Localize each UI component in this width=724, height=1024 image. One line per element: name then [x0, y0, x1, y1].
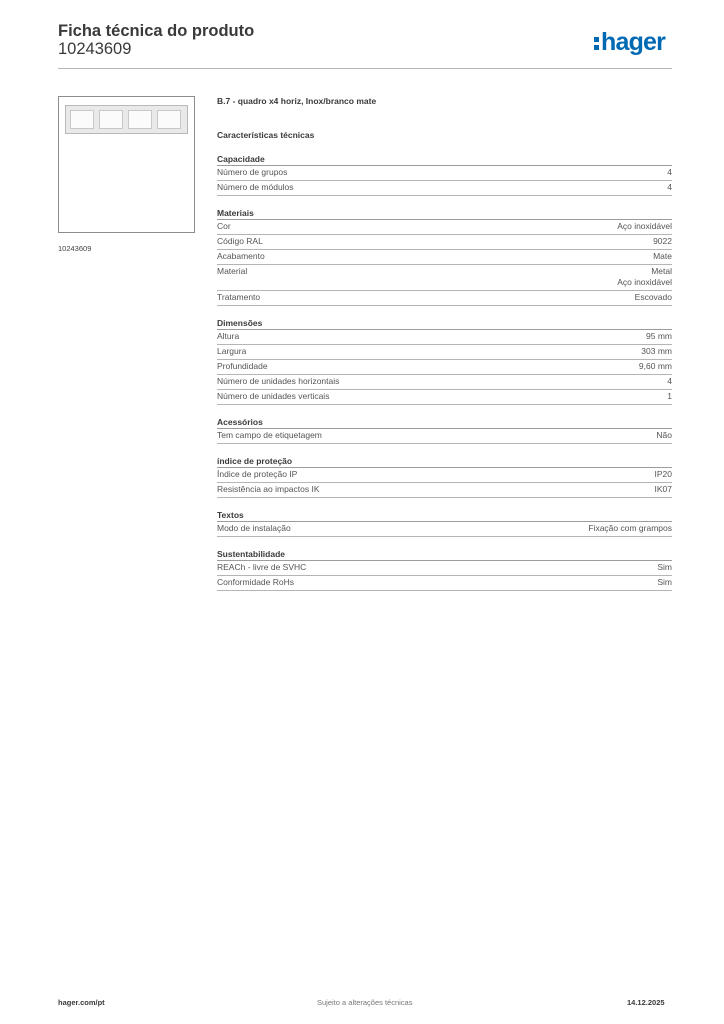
hager-logo: [594, 27, 665, 57]
spec-value-line: 1: [667, 391, 672, 401]
product-code: 10243609: [58, 40, 132, 58]
spec-section: [217, 207, 672, 306]
frame-illustration: [65, 105, 188, 134]
spec-row: [217, 429, 672, 444]
spec-label: Resistência ao impactos IK: [217, 484, 320, 494]
spec-section: [217, 317, 672, 405]
product-image: [58, 96, 195, 233]
spec-label: Tem campo de etiquetagem: [217, 430, 322, 440]
spec-value: [646, 331, 672, 342]
spec-section: [217, 455, 672, 498]
frame-opening: [128, 110, 152, 129]
spec-row: [217, 576, 672, 591]
spec-label: Material: [217, 266, 248, 276]
spec-row: [217, 522, 672, 537]
footer-website: hager.com/pt: [58, 998, 105, 1007]
spec-value: [667, 376, 672, 387]
spec-value-line: Sim: [657, 562, 672, 572]
spec-value-line: Sim: [657, 577, 672, 587]
section-title: Materiais: [217, 207, 672, 220]
spec-value: [635, 292, 672, 303]
spec-section: [217, 509, 672, 537]
header-divider: [58, 68, 672, 69]
spec-label: REACh - livre de SVHC: [217, 562, 307, 572]
spec-label: Cor: [217, 221, 231, 231]
spec-value-line: 95 mm: [646, 331, 672, 341]
document-title: Ficha técnica do produto: [58, 22, 255, 40]
spec-row: [217, 166, 672, 181]
spec-label: Número de grupos: [217, 167, 288, 177]
spec-value: [667, 182, 672, 193]
footer-date: 14.12.2025: [627, 998, 665, 1007]
spec-value-line: 9,60 mm: [638, 361, 672, 371]
spec-value: [588, 523, 672, 534]
spec-value: [639, 361, 672, 372]
spec-label: Número de módulos: [217, 182, 294, 192]
spec-value-line: 9022: [653, 236, 672, 246]
section-title: Acessórios: [217, 416, 672, 429]
spec-row: [217, 390, 672, 405]
spec-label: Índice de proteção IP: [217, 469, 298, 479]
spec-value: [657, 577, 672, 588]
image-caption: 10243609: [58, 244, 92, 253]
spec-value: [617, 221, 672, 232]
spec-sections: [217, 153, 672, 591]
spec-value-line: 4: [667, 167, 672, 177]
product-name: B.7 - quadro x4 horiz, Inox/branco mate: [217, 96, 377, 106]
frame-opening: [157, 110, 181, 129]
spec-value: [657, 562, 672, 573]
spec-value: [653, 251, 672, 262]
spec-value: [641, 346, 672, 357]
spec-value-line: IP20: [654, 469, 672, 479]
spec-value-line: Fixação com grampos: [588, 523, 672, 533]
spec-value: [656, 430, 672, 441]
spec-row: [217, 265, 672, 291]
spec-value-line: Metal: [651, 266, 672, 276]
spec-label: Tratamento: [217, 292, 261, 302]
spec-row: [217, 561, 672, 576]
spec-row: [217, 375, 672, 390]
spec-row: [217, 345, 672, 360]
characteristics-title: Características técnicas: [217, 130, 315, 140]
section-title: Textos: [217, 509, 672, 522]
spec-label: Largura: [217, 346, 247, 356]
frame-opening: [70, 110, 94, 129]
section-title: índice de proteção: [217, 455, 672, 468]
spec-value-line: Escovado: [634, 292, 672, 302]
spec-section: [217, 548, 672, 591]
spec-label: Código RAL: [217, 236, 263, 246]
spec-row: [217, 330, 672, 345]
section-title: Sustentabilidade: [217, 548, 672, 561]
spec-value: [653, 236, 672, 247]
logo-dots-icon: [594, 35, 599, 51]
spec-value-line: Aço inoxidável: [617, 221, 672, 231]
spec-value-line: 303 mm: [641, 346, 672, 356]
spec-content: [217, 94, 672, 591]
spec-row: [217, 250, 672, 265]
spec-value: [667, 391, 672, 402]
spec-value-line: Aço inoxidável: [617, 277, 672, 287]
spec-label: Conformidade RoHs: [217, 577, 295, 587]
spec-section: [217, 153, 672, 196]
spec-label: Número de unidades verticais: [217, 391, 330, 401]
section-title: Capacidade: [217, 153, 672, 166]
spec-row: [217, 291, 672, 306]
spec-row: [217, 468, 672, 483]
logo-text: hager: [601, 28, 666, 56]
spec-value-line: Não: [656, 430, 672, 440]
spec-value-line: 4: [667, 182, 672, 192]
spec-label: Número de unidades horizontais: [217, 376, 340, 386]
spec-label: Altura: [217, 331, 240, 341]
footer-note: Sujeito a alterações técnicas: [317, 998, 413, 1007]
spec-row: [217, 181, 672, 196]
frame-opening: [99, 110, 123, 129]
spec-section: [217, 416, 672, 444]
spec-label: Modo de instalação: [217, 523, 291, 533]
spec-row: [217, 235, 672, 250]
spec-value: [617, 266, 672, 288]
spec-value: [655, 484, 673, 495]
spec-label: Acabamento: [217, 251, 265, 261]
spec-label: Profundidade: [217, 361, 268, 371]
spec-value-line: IK07: [654, 484, 672, 494]
spec-row: [217, 483, 672, 498]
spec-value: [655, 469, 673, 480]
spec-value-line: Mate: [653, 251, 672, 261]
section-title: Dimensões: [217, 317, 672, 330]
spec-row: [217, 360, 672, 375]
spec-value-line: 4: [667, 376, 672, 386]
spec-row: [217, 220, 672, 235]
spec-value: [667, 167, 672, 178]
